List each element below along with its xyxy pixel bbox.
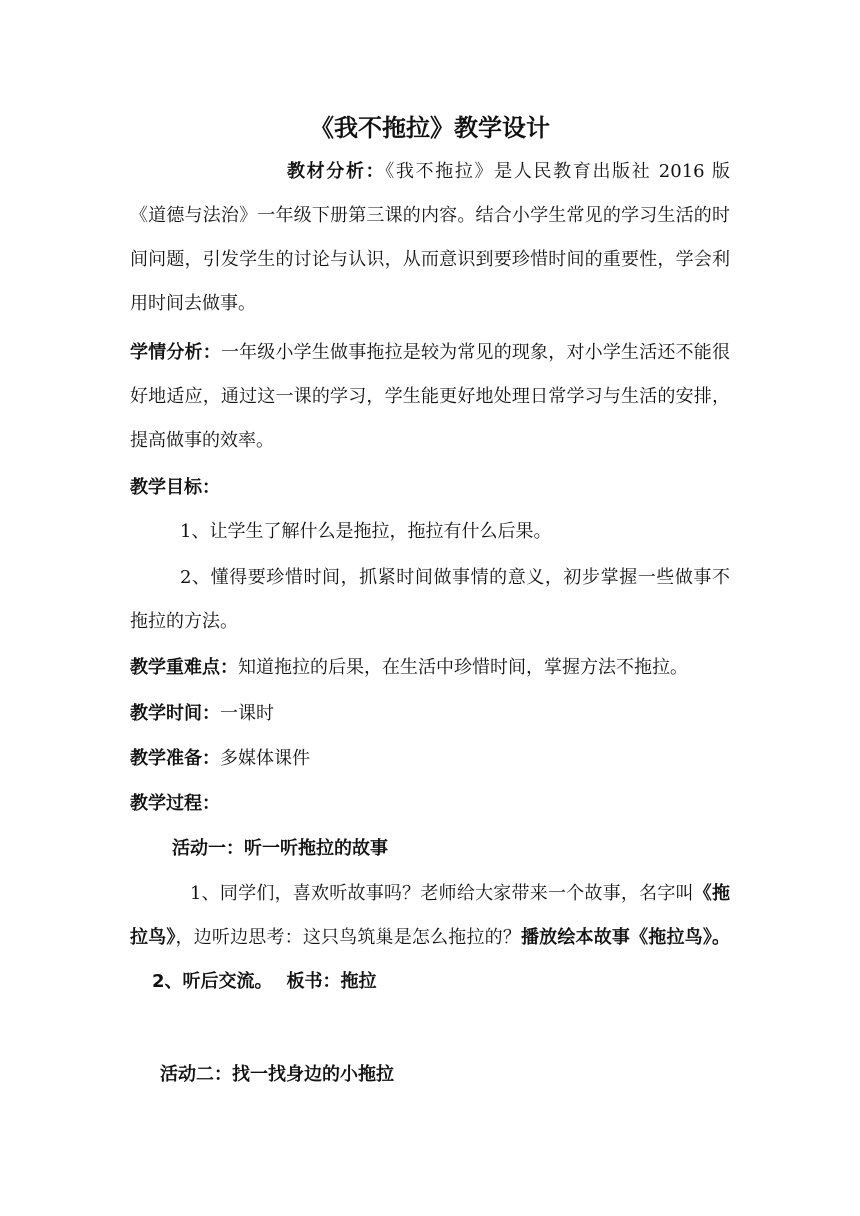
material-analysis-paragraph: [130, 150, 730, 326]
board-text: 拖拉: [340, 971, 377, 992]
activity-2-title-text: 活动二：找一找身边的小拖拉: [160, 1064, 394, 1085]
page-title: 《我不拖拉》教学设计: [310, 114, 550, 142]
time-label: 教学时间：: [130, 703, 220, 724]
time-line: [130, 692, 274, 736]
process-label: 教学过程：: [130, 793, 220, 814]
discussion-step: 2、听后交流。: [152, 971, 273, 992]
learning-analysis-paragraph: [130, 331, 730, 463]
goals-label: 教学目标：: [130, 477, 220, 498]
learning-analysis-text: 一年级小学生做事拖拉是较为常见的现象，对小学生活还不能很好地适应，通过这一课的学习，学生能更好地处理日常学习与生活的安排，提高做事的效率。: [130, 342, 730, 451]
play-story-note: 播放绘本故事《拖拉鸟》。: [521, 927, 730, 948]
story-name: 《拖拉鸟》: [130, 883, 731, 948]
activity-1-text-c: ，边听边思考：这只鸟筑巢是怎么拖拉的？: [175, 927, 521, 948]
goal-item-1: 1、让学生了解什么是拖拉，拖拉有什么后果。: [180, 521, 552, 542]
activity-1-title: 活动一：听一听拖拉的故事: [172, 838, 388, 859]
key-points-label: 教学重难点：: [130, 657, 238, 678]
time-text: 一课时: [220, 703, 274, 724]
activity-1-paragraph: [130, 872, 730, 1004]
activity-1-text-a: 1、同学们，喜欢听故事吗？老师给大家带来一个故事，名字叫: [190, 883, 694, 904]
preparation-label: 教学准备：: [130, 748, 220, 769]
goal-item-2: 2、懂得要珍惜时间，抓紧时间做事情的意义，初步掌握一些做事不拖拉的方法。: [130, 567, 730, 632]
key-points-line: [130, 646, 688, 690]
learning-analysis-label: 学情分析：: [130, 342, 221, 363]
board-label: 板书：: [286, 971, 341, 992]
key-points-text: 知道拖拉的后果，在生活中珍惜时间，掌握方法不拖拉。: [238, 657, 688, 678]
activity-2-title: [160, 1053, 394, 1097]
material-analysis-text: 《我不拖拉》是人民教育出版社 2016 版《道德与法治》一年级下册第三课的内容。结合小学生常见的学习生活的时间问题，引发学生的讨论与认识，从而意识到要珍惜时间的重要性，学会利用时间去做事。: [130, 161, 730, 314]
material-analysis-label: 教材分析：: [287, 161, 386, 182]
preparation-line: [130, 737, 310, 781]
preparation-text: 多媒体课件: [220, 748, 310, 769]
